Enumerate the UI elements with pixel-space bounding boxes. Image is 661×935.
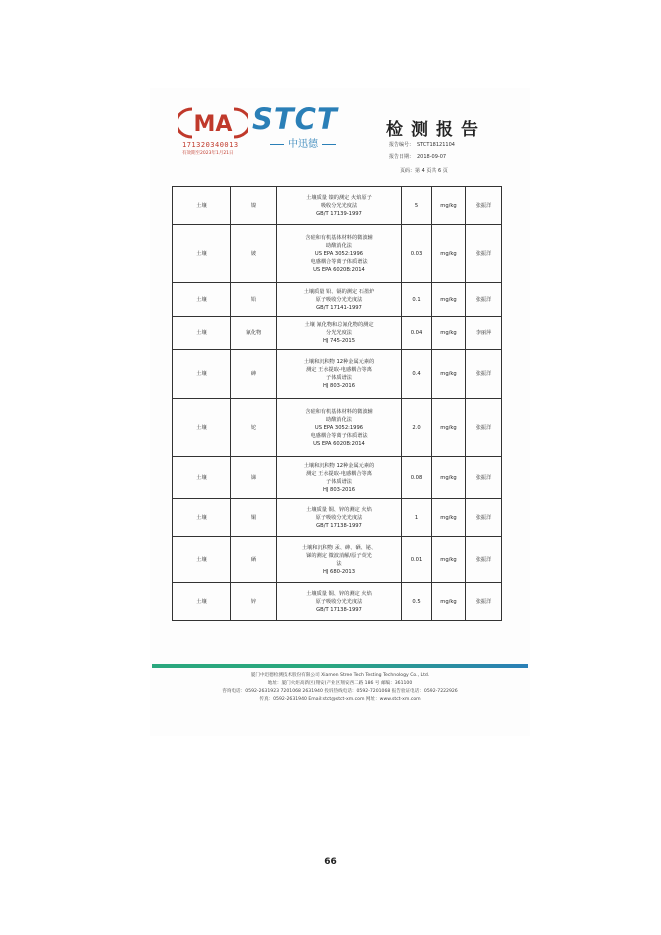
method-cell xyxy=(277,457,402,499)
item-cell: 砷 xyxy=(231,350,277,399)
method-line: HJ 745-2015 xyxy=(322,338,356,344)
method-line: HJ 803-2016 xyxy=(322,486,356,493)
method-line: 原子吸收分光光度法 xyxy=(315,598,363,605)
table-row xyxy=(173,317,502,350)
method-line: US EPA 6020B:2014 xyxy=(313,440,365,447)
cma-logo xyxy=(178,105,248,141)
stct-logo-subtitle: 中迅德 xyxy=(266,135,340,150)
method-cell xyxy=(277,350,402,399)
report-date-line xyxy=(389,153,446,160)
table-row xyxy=(173,225,502,283)
page-info-label: 页码： xyxy=(400,168,416,174)
limit-cell: 2.0 xyxy=(402,399,432,457)
report-number: STCT18121104 xyxy=(417,142,455,148)
analyst-cell: 张振洋 xyxy=(466,187,502,225)
limit-cell: 5 xyxy=(402,187,432,225)
sample-cell: 土壤 xyxy=(173,537,231,583)
item-cell: 氰化物 xyxy=(231,317,277,350)
method-line: 含硅和有机基体材料的微波辅 xyxy=(305,408,373,415)
table-row xyxy=(173,350,502,399)
item-cell: 铍 xyxy=(231,225,277,283)
method-line: GB/T 17139-1997 xyxy=(316,210,362,217)
table-row xyxy=(173,457,502,499)
method-line: GB/T 17138-1997 xyxy=(316,522,362,529)
analyst-cell: 张振洋 xyxy=(466,225,502,283)
limit-cell: 1 xyxy=(402,499,432,537)
method-line: 助酸消化法 xyxy=(326,242,352,249)
method-line: 电感耦合等离子体质谱法 xyxy=(310,258,368,265)
item-cell: 铅 xyxy=(231,283,277,317)
table-row xyxy=(173,283,502,317)
method-cell xyxy=(277,187,402,225)
method-line: 含硅和有机基体材料的微波辅 xyxy=(305,234,373,241)
table-row xyxy=(173,399,502,457)
method-line: 土壤和沉积物 12种金属元素的 xyxy=(303,359,375,365)
method-line: 原子吸收分光光度法 xyxy=(315,296,363,303)
analyst-cell: 张振洋 xyxy=(466,283,502,317)
analyst-cell: 张振洋 xyxy=(466,583,502,621)
footer-fax-email: 传真：0592-2631940 Email:stct@stct-xm.com 网址：www.stct-xm.com xyxy=(259,697,421,702)
report-number-line xyxy=(389,141,455,148)
table-row xyxy=(173,187,502,225)
report-date: 2018-09-07 xyxy=(417,154,447,160)
method-line: 土壤 氰化物和总氰化物的测定 xyxy=(304,322,374,328)
item-cell: 铊 xyxy=(231,399,277,457)
cma-code: 171320340013 xyxy=(182,141,239,149)
method-line: US EPA 6020B:2014 xyxy=(313,266,365,273)
method-line: US EPA 3052:1996 xyxy=(314,250,364,257)
limit-cell: 0.08 xyxy=(402,457,432,499)
footer-phones: 咨询电话：0592-2631923 7201068 2631940 投诉热线电话：0592-7201068 报告验证电话：0592-7222926 xyxy=(222,689,458,694)
footer-company: 厦门中迅德检测技术股份有限公司 Xiamen Stree Tech Testing Technology Co., Ltd. xyxy=(250,673,430,678)
method-line: 子体质谱法 xyxy=(326,478,352,485)
item-cell: 硒 xyxy=(231,537,277,583)
limit-cell: 0.03 xyxy=(402,225,432,283)
unit-cell: mg/kg xyxy=(432,537,466,583)
item-cell: 锌 xyxy=(231,583,277,621)
page-number: 66 xyxy=(324,857,337,867)
method-line: 土壤质量 铜、锌的测定 火焰 xyxy=(306,506,372,513)
footer-info xyxy=(152,672,528,704)
method-cell xyxy=(277,317,402,350)
sample-cell: 土壤 xyxy=(173,457,231,499)
method-line: 测定 王水提取-电感耦合等离 xyxy=(306,470,372,477)
footer-color-band xyxy=(152,664,528,668)
analyst-cell: 张振洋 xyxy=(466,457,502,499)
sample-cell: 土壤 xyxy=(173,225,231,283)
unit-cell: mg/kg xyxy=(432,225,466,283)
item-cell: 铜 xyxy=(231,499,277,537)
unit-cell: mg/kg xyxy=(432,583,466,621)
method-line: HJ 680-2013 xyxy=(322,568,356,575)
limit-cell: 0.4 xyxy=(402,350,432,399)
cma-validity: 有效期至2023年1月21日 xyxy=(182,151,234,156)
analyst-cell: 张振洋 xyxy=(466,499,502,537)
item-cell: 镍 xyxy=(231,187,277,225)
page-info: 第 4 页共 6 页 xyxy=(415,168,448,174)
unit-cell: mg/kg xyxy=(432,499,466,537)
method-line: 助酸消化法 xyxy=(326,416,352,423)
item-cell: 锑 xyxy=(231,457,277,499)
method-cell xyxy=(277,399,402,457)
stct-logo: STCT xyxy=(252,102,338,136)
method-cell xyxy=(277,283,402,317)
method-line: 子体质谱法 xyxy=(326,375,352,381)
sample-cell: 土壤 xyxy=(173,399,231,457)
table-row xyxy=(173,537,502,583)
limit-cell: 0.5 xyxy=(402,583,432,621)
unit-cell: mg/kg xyxy=(432,350,466,399)
method-cell xyxy=(277,583,402,621)
method-line: 原子吸收分光光度法 xyxy=(315,514,363,521)
cma-logo-text: MA xyxy=(193,112,233,137)
table-row xyxy=(173,583,502,621)
unit-cell: mg/kg xyxy=(432,283,466,317)
method-cell xyxy=(277,499,402,537)
sample-cell: 土壤 xyxy=(173,350,231,399)
sample-cell: 土壤 xyxy=(173,499,231,537)
report-number-label: 报告编号： xyxy=(389,142,415,148)
method-line: 吸收分光光度法 xyxy=(320,202,358,209)
method-line: GB/T 17138-1997 xyxy=(316,606,362,613)
method-line: 法 xyxy=(336,560,342,567)
unit-cell: mg/kg xyxy=(432,317,466,350)
analyst-cell: 张振洋 xyxy=(466,399,502,457)
method-line: 土壤质量 铜、锌的测定 火焰 xyxy=(306,590,372,597)
method-cell xyxy=(277,537,402,583)
method-line: 土壤质量 镍的测定 火焰原子 xyxy=(306,194,372,201)
method-line: 土壤和沉积物 汞、砷、硒、铋、 xyxy=(301,544,377,551)
method-line: 锑的测定 微波消解/原子荧光 xyxy=(306,552,372,559)
method-line: 测定 王水提取-电感耦合等离 xyxy=(306,367,372,373)
limit-cell: 0.04 xyxy=(402,317,432,350)
unit-cell: mg/kg xyxy=(432,187,466,225)
analyst-cell: 张振洋 xyxy=(466,537,502,583)
page-info-line xyxy=(400,167,448,174)
report-title: 检测报告 xyxy=(386,120,486,140)
sample-cell: 土壤 xyxy=(173,583,231,621)
limit-cell: 0.1 xyxy=(402,283,432,317)
results-table xyxy=(172,186,502,621)
footer-address: 地址：厦门火炬高新区(翔安)产业区翔安西二路 186 号 邮编：361100 xyxy=(267,681,413,686)
method-line: 土壤质量 铅、镉的测定 石墨炉 xyxy=(303,288,375,295)
unit-cell: mg/kg xyxy=(432,457,466,499)
method-cell xyxy=(277,225,402,283)
sample-cell: 土壤 xyxy=(173,317,231,350)
report-date-label: 报告日期： xyxy=(389,154,415,160)
method-line: 土壤和沉积物 12种金属元素的 xyxy=(303,462,375,469)
limit-cell: 0.01 xyxy=(402,537,432,583)
analyst-cell: 李丽萍 xyxy=(466,317,502,350)
method-line: US EPA 3052:1996 xyxy=(314,424,364,431)
table-row xyxy=(173,499,502,537)
sample-cell: 土壤 xyxy=(173,283,231,317)
method-line: 分光光度法 xyxy=(326,330,352,336)
method-line: GB/T 17141-1997 xyxy=(316,304,362,311)
analyst-cell: 张振洋 xyxy=(466,350,502,399)
sample-cell: 土壤 xyxy=(173,187,231,225)
unit-cell: mg/kg xyxy=(432,399,466,457)
method-line: 电感耦合等离子体质谱法 xyxy=(310,432,368,439)
method-line: HJ 803-2016 xyxy=(322,383,356,389)
